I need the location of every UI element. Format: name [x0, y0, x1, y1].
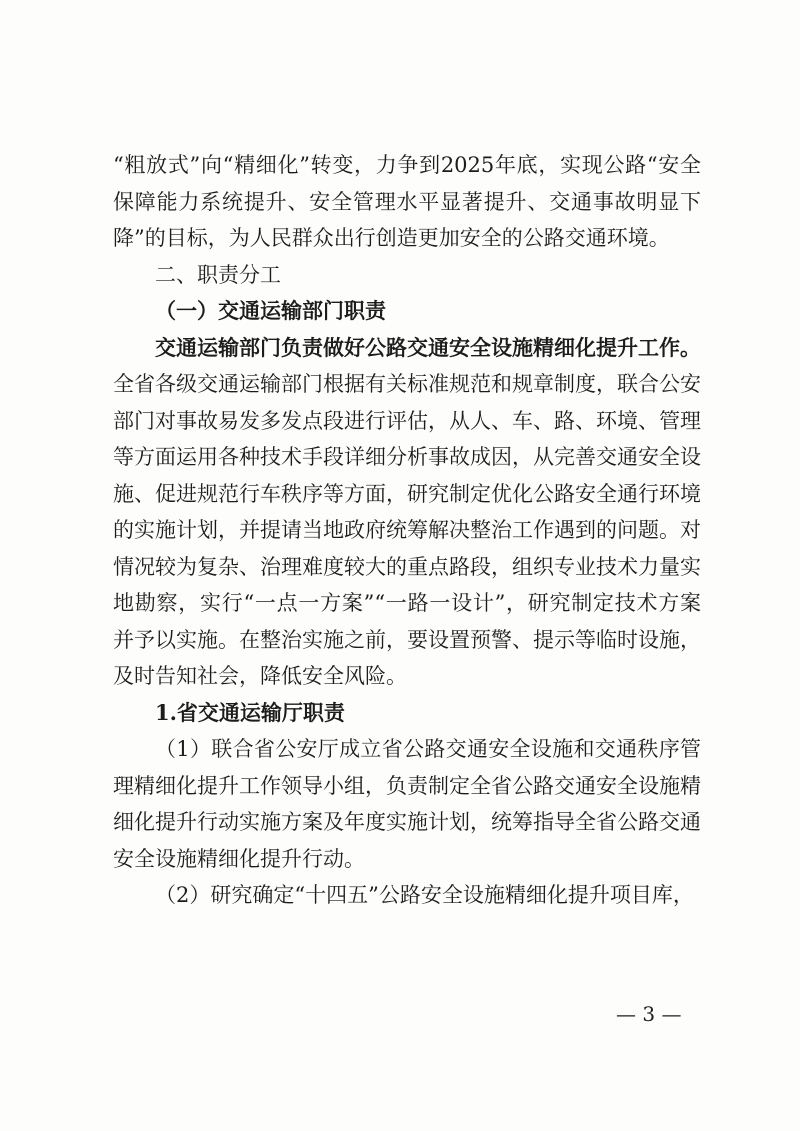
paragraph-text: “粗放式”向“精细化”转变，力争到2025年底，实现公路“安全保障能力系统提升、安全管理水平显著提升、交通事故明显下降”的目标，为人民群众出行创造更加安全的公路交通环境。 [113, 153, 701, 250]
subsection-heading-provincial-dept [113, 695, 701, 732]
paragraph-text: （1）联合省公安厅成立省公路交通安全设施和交通秩序管理精细化提升工作领导小组，负责制定全省公路交通安全设施精细化提升行动实施方案及年度实施计划，统筹指导全省公路交通安全设施精细化提升行动。 [113, 737, 701, 871]
paragraph-item-1 [113, 731, 701, 877]
subsection-heading-transport-dept [113, 293, 701, 330]
heading-text: 1.省交通运输厅职责 [155, 699, 345, 725]
heading-text: （一）交通运输部门职责 [155, 298, 386, 323]
paragraph-continuation [113, 147, 701, 257]
paragraph-lead-sentence: 交通运输部门负责做好公路交通安全设施精细化提升工作。 [155, 334, 701, 360]
paragraph-text: 全省各级交通运输部门根据有关标准规范和规章制度，联合公安部门对事故易发多发点段进行评估，从人、车、路、环境、管理等方面运用各种技术手段详细分析事故成因，从完善交通安全设施、促进规范行车秩序等方面，研究制定优化公路安全通行环境的实施计划，并提请当地政府统筹解决整治工作遇到的问题。对情况较为复杂、治理难度较大的重点路段，组织专业技术力量实地勘察，实行“一点一方案”“一路一设计”，研究制定技术方案并予以实施。在整治实施之前，要设置预警、提示等临时设施，及时告知社会，降低安全风险。 [113, 372, 701, 688]
paragraph-text: （2）研究确定“十四五”公路安全设施精细化提升项目库， [155, 883, 694, 907]
heading-text: 二、职责分工 [155, 262, 281, 287]
document-body [113, 147, 701, 914]
section-heading-responsibilities [113, 257, 701, 294]
paragraph-item-2 [113, 877, 701, 914]
page-number: — 3 — [616, 1002, 682, 1026]
paragraph-transport-dept-duties [113, 330, 701, 695]
